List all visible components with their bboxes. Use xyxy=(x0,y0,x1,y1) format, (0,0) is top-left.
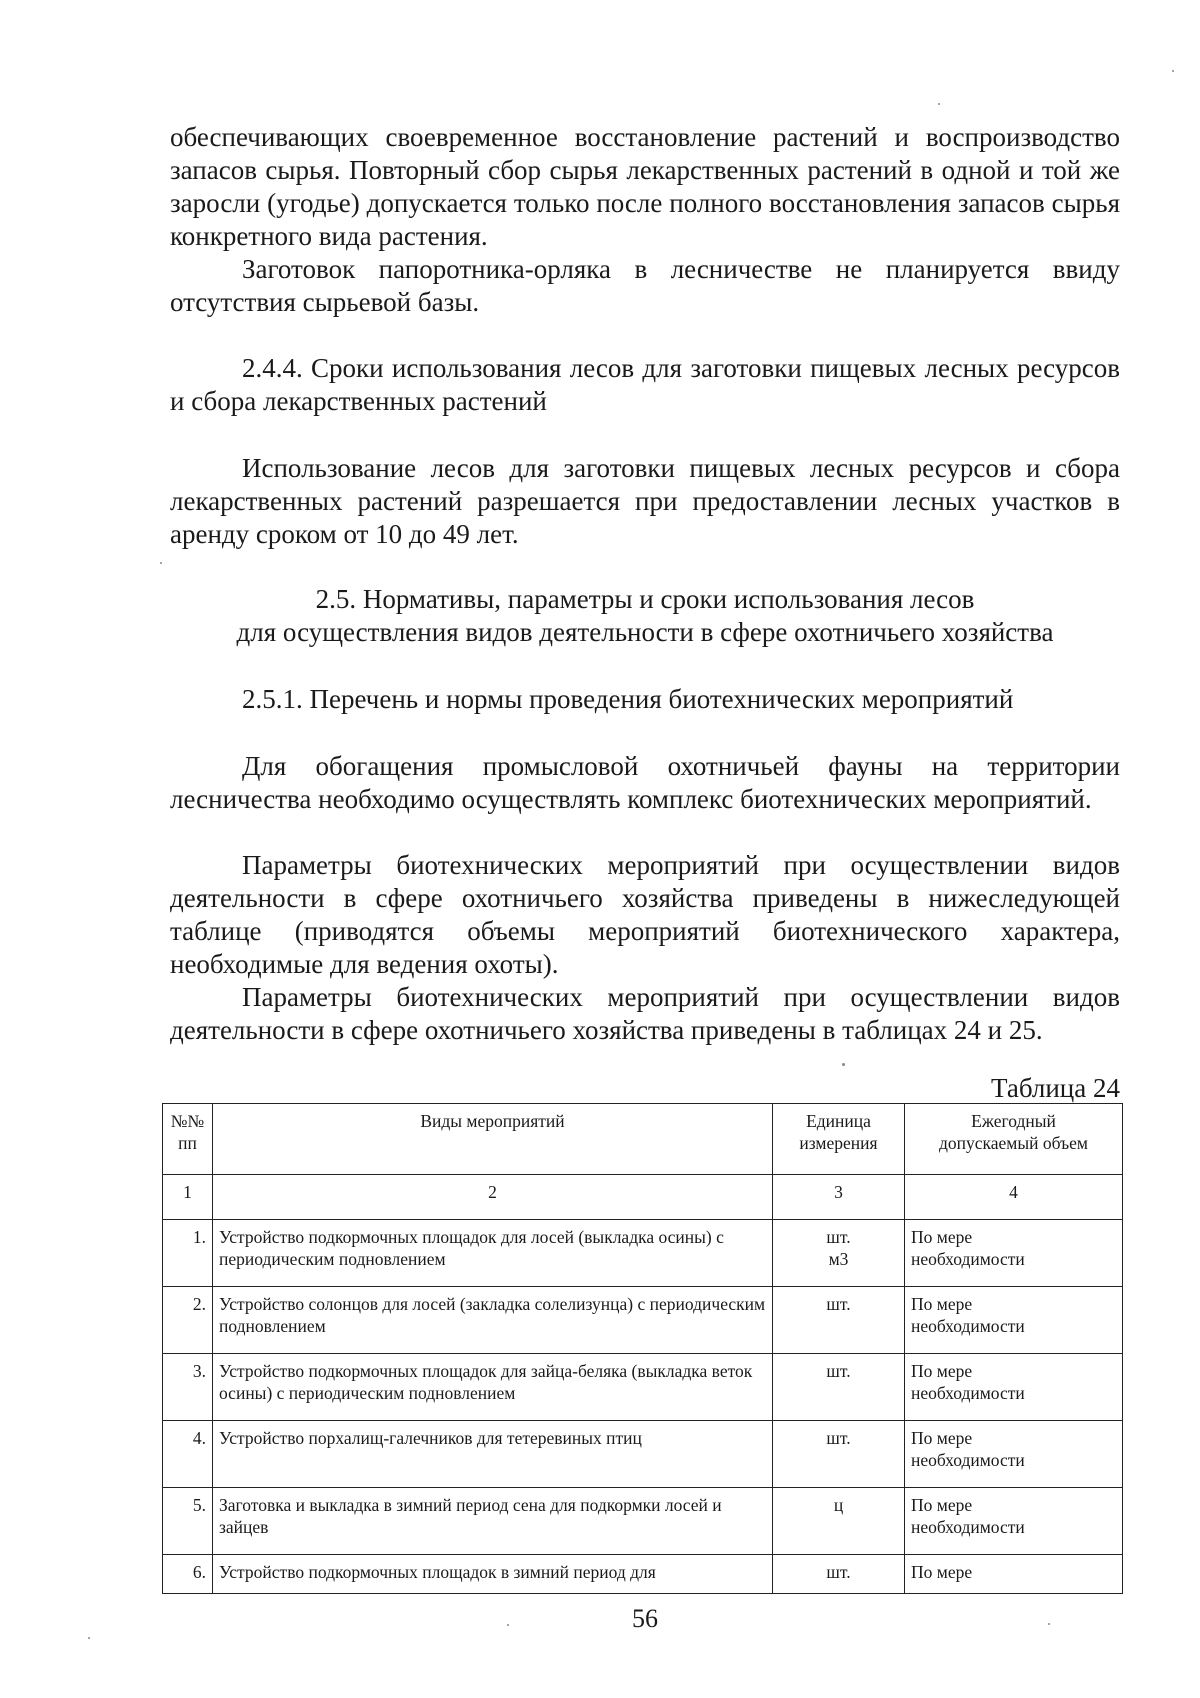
header-activity: Виды мероприятий xyxy=(213,1104,773,1175)
scan-speck xyxy=(1048,1623,1050,1625)
paragraph-usage-terms: Использование лесов для заготовки пищевых лесных ресурсов и сбора лекарственных растений разрешается при предоставлении лесных участков в аренду сроком от 10 до 49 лет. xyxy=(170,453,1120,549)
index-cell: 4 xyxy=(905,1175,1123,1220)
row-activity: Заготовка и выкладка в зимний период сена для подкормки лосей и зайцев xyxy=(213,1488,773,1555)
row-volume: По мере необходимости xyxy=(905,1488,1123,1555)
row-volume: По мере xyxy=(905,1555,1123,1594)
paragraph-fauna-enrichment: Для обогащения промысловой охотничьей фауны на территории лесничества необходимо осуществлять комплекс биотехнических мероприятий. xyxy=(170,751,1120,814)
table-row xyxy=(163,1488,1123,1555)
row-activity: Устройство подкормочных площадок в зимний период для xyxy=(213,1555,773,1594)
row-unit: шт. xyxy=(773,1354,905,1421)
table-row xyxy=(163,1555,1123,1594)
row-number: 6. xyxy=(163,1555,213,1594)
scan-speck xyxy=(938,103,940,105)
page-number: 56 xyxy=(632,1604,658,1633)
row-unit: шт. xyxy=(773,1287,905,1354)
table-index-row xyxy=(163,1175,1123,1220)
row-unit: шт. xyxy=(773,1421,905,1488)
table-row xyxy=(163,1287,1123,1354)
scan-speck xyxy=(842,1063,845,1066)
paragraph-bracken: Заготовок папоротника-орляка в лесничестве не планируется ввиду отсутствия сырьевой базы. xyxy=(170,254,1120,317)
table-header-row xyxy=(163,1104,1123,1175)
index-cell: 1 xyxy=(163,1175,213,1220)
section-heading-2-4-4: 2.4.4. Сроки использования лесов для заготовки пищевых лесных ресурсов и сбора лекарственных растений xyxy=(170,353,1120,416)
row-unit: шт. м3 xyxy=(773,1220,905,1287)
row-volume: По мере необходимости xyxy=(905,1421,1123,1488)
row-activity: Устройство солонцов для лосей (закладка солелизунца) с периодическим подновлением xyxy=(213,1287,773,1354)
scan-speck xyxy=(160,562,162,564)
row-number: 4. xyxy=(163,1421,213,1488)
table-row xyxy=(163,1421,1123,1488)
section-heading-2-5: 2.5. Нормативы, параметры и сроки использования лесов для осуществления видов деятельности в сфере охотничьего хозяйства xyxy=(236,584,1054,647)
row-volume: По мере необходимости xyxy=(905,1354,1123,1421)
row-number: 2. xyxy=(163,1287,213,1354)
row-activity: Устройство подкормочных площадок для лосей (выкладка осины) с периодическим подновлением xyxy=(213,1220,773,1287)
index-cell: 2 xyxy=(213,1175,773,1220)
row-volume: По мере необходимости xyxy=(905,1287,1123,1354)
row-activity: Устройство подкормочных площадок для зайца-беляка (выкладка веток осины) с периодическим подновлением xyxy=(213,1354,773,1421)
index-cell: 3 xyxy=(773,1175,905,1220)
table-caption: Таблица 24 xyxy=(991,1073,1120,1103)
row-activity: Устройство порхалищ-галечников для тетеревиных птиц xyxy=(213,1421,773,1488)
row-unit: шт. xyxy=(773,1555,905,1594)
paragraph-continuation: обеспечивающих своевременное восстановление растений и воспроизводство запасов сырья. Повторный сбор сырья лекарственных растений в одной и той же заросли (угодье) допускается только после полного восстановления запасов сырья конкретного вида растения. xyxy=(170,122,1120,251)
row-number: 1. xyxy=(163,1220,213,1287)
table-row xyxy=(163,1220,1123,1287)
paragraph-parameters-intro: Параметры биотехнических мероприятий при осуществлении видов деятельности в сфере охотничьего хозяйства приведены в нижеследующей таблице (приводятся объемы мероприятий биотехнического характера, необходимые для ведения охоты). xyxy=(170,850,1120,979)
table-row xyxy=(163,1354,1123,1421)
section-heading-2-5-1: 2.5.1. Перечень и нормы проведения биотехнических мероприятий xyxy=(242,684,1014,714)
row-number: 3. xyxy=(163,1354,213,1421)
row-volume: По мере необходимости xyxy=(905,1220,1123,1287)
header-volume: Ежегодный допускаемый объем xyxy=(905,1104,1123,1175)
scan-speck xyxy=(507,1624,509,1626)
header-number: №№ пп xyxy=(163,1104,213,1175)
row-number: 5. xyxy=(163,1488,213,1555)
scan-speck xyxy=(1172,70,1174,72)
row-unit: ц xyxy=(773,1488,905,1555)
table-24 xyxy=(162,1103,1123,1594)
header-unit: Единица измерения xyxy=(773,1104,905,1175)
paragraph-tables-reference: Параметры биотехнических мероприятий при осуществлении видов деятельности в сфере охотничьего хозяйства приведены в таблицах 24 и 25. xyxy=(170,982,1120,1045)
scan-speck xyxy=(88,1637,90,1639)
